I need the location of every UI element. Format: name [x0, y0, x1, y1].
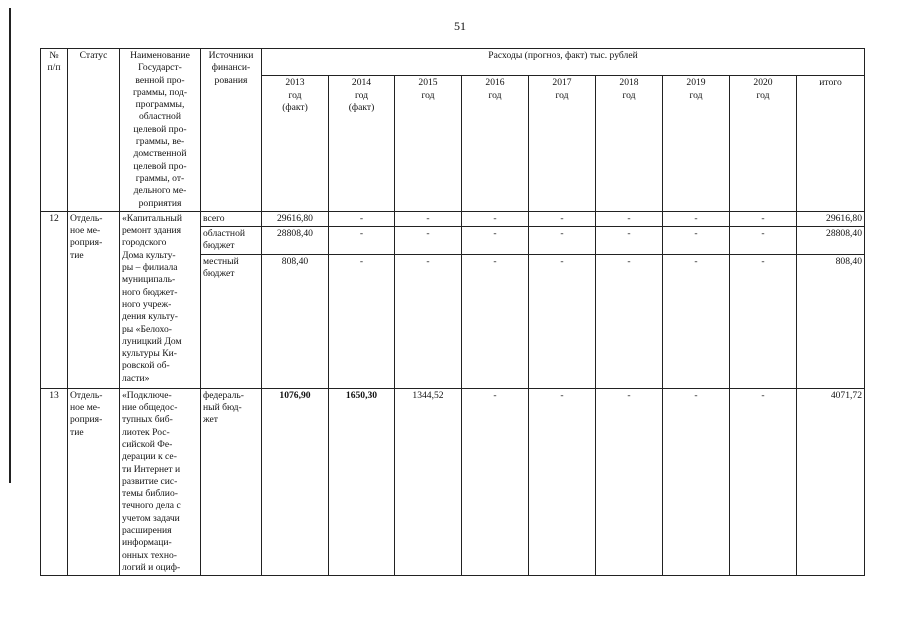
page-number: 51: [454, 19, 466, 33]
value-cell: -: [395, 211, 462, 226]
value-cell: -: [329, 211, 395, 226]
value-cell: 1650,30: [329, 388, 395, 575]
value-cell: -: [730, 211, 797, 226]
header-year-2017: 2017 год: [529, 76, 596, 212]
value-cell: -: [663, 211, 730, 226]
value-cell: 1076,90: [262, 388, 329, 575]
header-expenses: Расходы (прогноз, факт) тыс. рублей: [262, 49, 865, 76]
value-cell: 28808,40: [262, 227, 329, 255]
source-label: областной бюджет: [201, 227, 262, 255]
table-row: [41, 388, 865, 575]
table-row: [41, 211, 865, 226]
value-cell: -: [663, 254, 730, 388]
value-cell: -: [462, 388, 529, 575]
header-year-2015: 2015 год: [395, 76, 462, 212]
header-year-2020: 2020 год: [730, 76, 797, 212]
value-cell: -: [730, 388, 797, 575]
header-total: итого: [797, 76, 865, 212]
header-year-2019: 2019 год: [663, 76, 730, 212]
row-status: Отдель- ное ме- роприя- тие: [68, 388, 120, 575]
source-label: местный бюджет: [201, 254, 262, 388]
value-cell: -: [663, 227, 730, 255]
value-cell: -: [395, 254, 462, 388]
value-cell: -: [329, 227, 395, 255]
value-cell: -: [730, 227, 797, 255]
binding-margin-line: [9, 8, 11, 483]
value-cell: -: [329, 254, 395, 388]
header-num: № п/п: [41, 49, 68, 212]
value-cell: -: [596, 254, 663, 388]
value-cell: -: [529, 227, 596, 255]
value-cell: -: [529, 254, 596, 388]
value-cell: -: [462, 254, 529, 388]
row-num: 13: [41, 388, 68, 575]
value-cell: -: [596, 388, 663, 575]
source-label: всего: [201, 211, 262, 226]
header-sources: Источники финанси- рования: [201, 49, 262, 212]
value-cell: -: [462, 227, 529, 255]
value-cell: -: [395, 227, 462, 255]
total-cell: 29616,80: [797, 211, 865, 226]
header-name: Наименование Государст- венной про- граммы, под- программы, областной целевой про- граммы, ве- домственной целевой про- граммы, от- дельного ме- роприятия: [120, 49, 201, 212]
row-status: Отдель- ное ме- роприя- тие: [68, 211, 120, 388]
total-cell: 4071,72: [797, 388, 865, 575]
value-cell: -: [730, 254, 797, 388]
header-year-2018: 2018 год: [596, 76, 663, 212]
header-year-2013: 2013 год (факт): [262, 76, 329, 212]
value-cell: -: [596, 227, 663, 255]
value-cell: 1344,52: [395, 388, 462, 575]
row-name: «Подключе- ние общедос- тупных биб- лиотек Рос- сийской Фе- дерации к се- ти Интернет и развитие сис- темы библио- течного дела с учетом задачи расширения информаци- онных техно- логий и оциф-: [120, 388, 201, 575]
value-cell: -: [663, 388, 730, 575]
value-cell: 29616,80: [262, 211, 329, 226]
value-cell: -: [529, 211, 596, 226]
header-year-2016: 2016 год: [462, 76, 529, 212]
table-header-row: [41, 49, 865, 76]
total-cell: 28808,40: [797, 227, 865, 255]
value-cell: 808,40: [262, 254, 329, 388]
row-name: «Капитальный ремонт здания городского Дома культу- ры – филиала муниципаль- ного бюджет- ного учреж- дения культу- ры «Белохо- луницкий Дом культуры Ки- ровской об- ласти»: [120, 211, 201, 388]
header-year-2014: 2014 год (факт): [329, 76, 395, 212]
total-cell: 808,40: [797, 254, 865, 388]
value-cell: -: [529, 388, 596, 575]
source-label: федераль- ный бюд- жет: [201, 388, 262, 575]
row-num: 12: [41, 211, 68, 388]
value-cell: -: [596, 211, 663, 226]
expenses-table: [40, 48, 865, 576]
header-status: Статус: [68, 49, 120, 212]
value-cell: -: [462, 211, 529, 226]
